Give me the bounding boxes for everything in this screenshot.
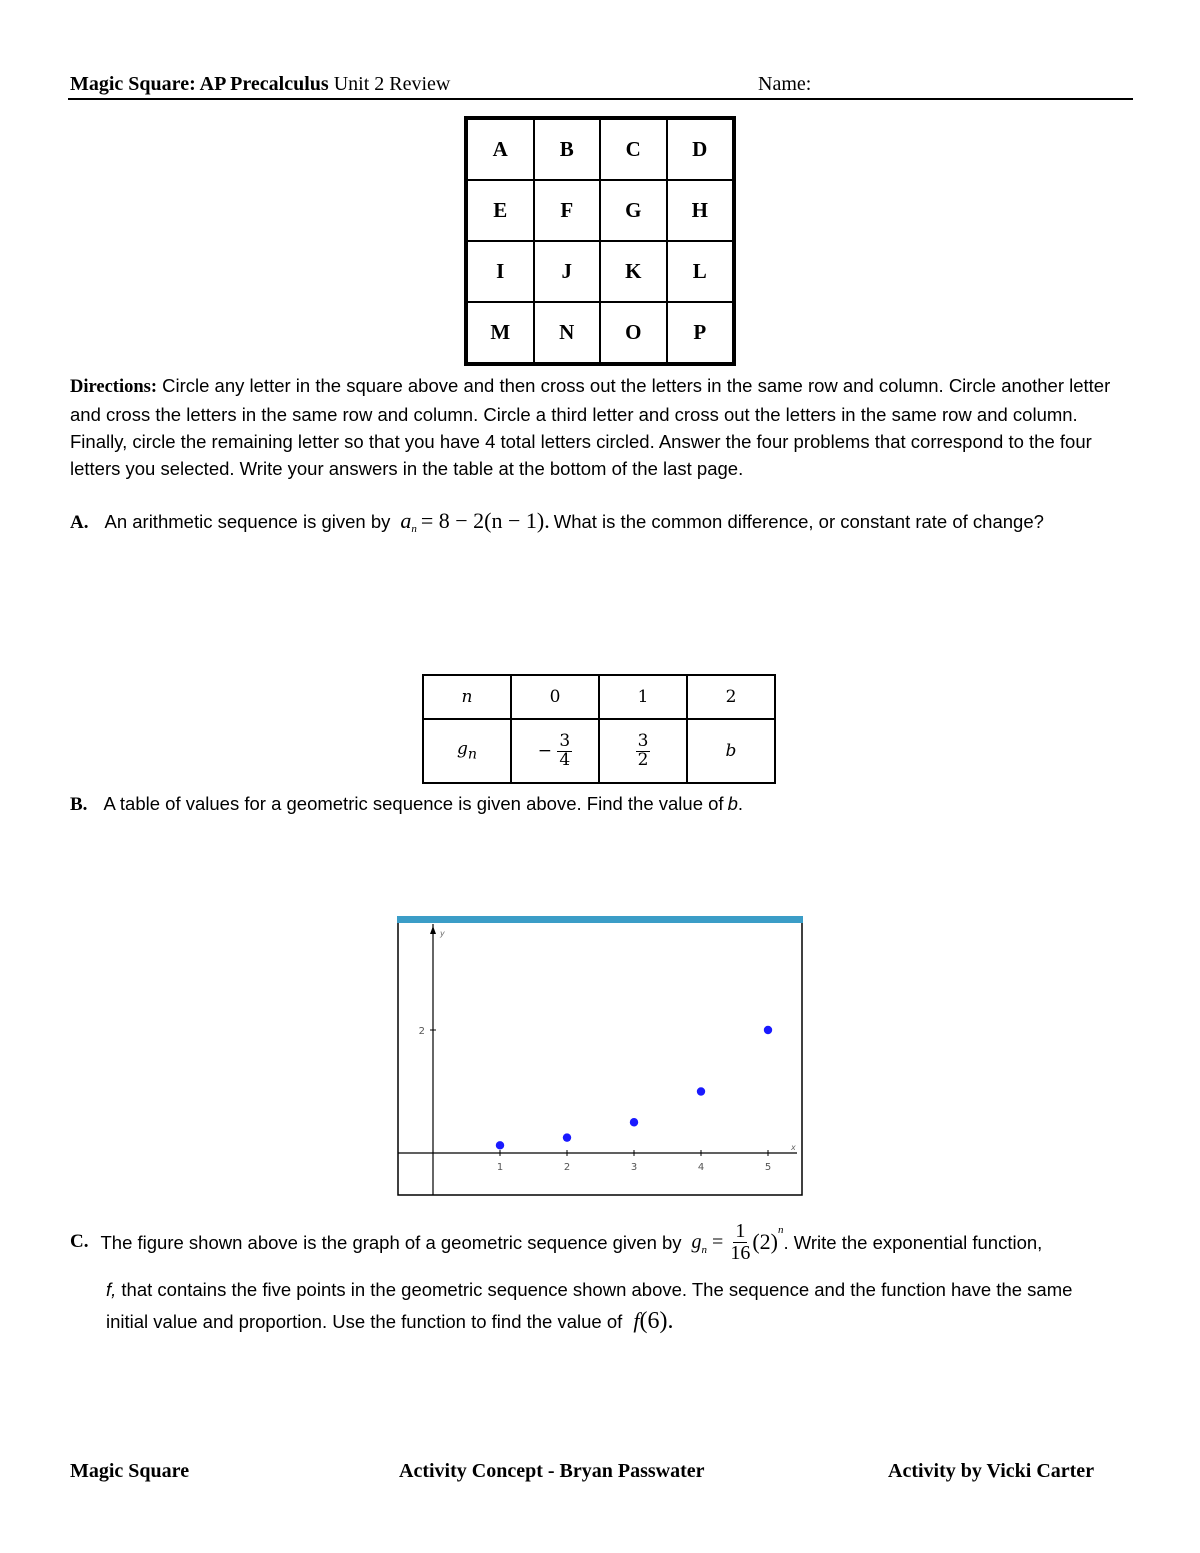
magic-square-cell[interactable]: N bbox=[534, 302, 601, 363]
problem-a-formula-rhs: = 8 − 2(n − 1). bbox=[420, 508, 550, 533]
x-tick-label: 1 bbox=[496, 1162, 504, 1173]
problem-b-var: b bbox=[727, 793, 738, 814]
problem-c-label: C. bbox=[70, 1231, 89, 1252]
problem-b-text: A table of values for a geometric sequence is given above. Find the value of bbox=[103, 793, 724, 814]
name-label: Name: bbox=[758, 73, 812, 95]
problem-b-end: . bbox=[737, 793, 744, 814]
table-cell: b bbox=[687, 719, 775, 783]
magic-square-cell[interactable]: K bbox=[600, 241, 667, 302]
values-table bbox=[422, 674, 776, 784]
page-title bbox=[70, 73, 450, 96]
table-cell: − $\frac{3}{4}$ bbox=[511, 719, 599, 783]
problem-c-line-2 bbox=[106, 1276, 1150, 1303]
directions bbox=[70, 372, 1140, 482]
sequence-graph bbox=[397, 916, 803, 1196]
problem-b bbox=[70, 790, 743, 817]
x-tick-label: 4 bbox=[697, 1162, 705, 1173]
magic-square-cell[interactable]: E bbox=[467, 180, 534, 241]
problem-c-line-1 bbox=[70, 1214, 1150, 1270]
x-tick-label: 3 bbox=[630, 1162, 638, 1173]
problem-a-formula-sub: n bbox=[411, 523, 417, 536]
table-cell: 0 bbox=[511, 675, 599, 719]
magic-square-cell[interactable]: A bbox=[467, 119, 534, 180]
problem-a-label: A. bbox=[70, 512, 89, 533]
problem-a-text-after: What is the common difference, or constant rate of change? bbox=[553, 511, 1044, 532]
magic-square-cell[interactable]: O bbox=[600, 302, 667, 363]
magic-square-cell[interactable]: J bbox=[534, 241, 601, 302]
data-point bbox=[496, 1141, 504, 1149]
directions-text: Circle any letter in the square above and then cross out the letters in the same row and column. Circle another letter and cross the letters in the same row and column. Circle a third letter and cross out the letters in the same row and column. Finally, circle the remaining letter so that you have 4 total letters circled. Answer the four problems that correspond to the four letters you selected. Write your answers in the table at the bottom of the last page. bbox=[70, 375, 1111, 479]
table-header-gn: $g_n$ bbox=[423, 719, 511, 783]
data-point bbox=[563, 1133, 571, 1141]
magic-square-cell[interactable]: D bbox=[667, 119, 734, 180]
problem-c-func: f bbox=[633, 1308, 640, 1333]
data-point bbox=[630, 1118, 638, 1126]
fraction: $\frac{3}{2}$ bbox=[637, 730, 649, 770]
footer-right: Activity by Vicki Carter bbox=[888, 1460, 1095, 1482]
magic-square-cell[interactable]: G bbox=[600, 180, 667, 241]
data-point bbox=[697, 1087, 705, 1095]
y-axis-label: y bbox=[440, 929, 445, 938]
problem-c-text1-end: . Write the exponential function, bbox=[783, 1231, 1043, 1253]
magic-square bbox=[464, 116, 736, 366]
problem-c-arg: (6). bbox=[639, 1308, 674, 1334]
problem-c-line-3 bbox=[106, 1307, 1150, 1335]
problem-c-var-f: f, bbox=[106, 1279, 117, 1300]
table-header-n: n bbox=[423, 675, 511, 719]
data-point bbox=[764, 1026, 772, 1034]
header-rule bbox=[68, 98, 1133, 100]
problem-c-text2: that contains the five points in the geometric sequence shown above. The sequence and the function have the same bbox=[121, 1279, 1073, 1300]
problem-a-text: An arithmetic sequence is given by bbox=[104, 511, 391, 532]
problem-c-formula-lhs: g bbox=[691, 1230, 702, 1253]
table-cell bbox=[599, 719, 687, 783]
table-cell: 1 bbox=[599, 675, 687, 719]
x-tick-label: 2 bbox=[563, 1162, 571, 1173]
table-cell: 2 bbox=[687, 675, 775, 719]
x-tick-label: 5 bbox=[764, 1162, 772, 1173]
y-tick-label: 2 bbox=[418, 1026, 425, 1037]
graph-header-bar bbox=[397, 916, 803, 923]
problem-c-formula-sub: n bbox=[701, 1244, 708, 1256]
problem-c bbox=[70, 1214, 1150, 1335]
problem-c-text1: The figure shown above is the graph of a geometric sequence given by bbox=[100, 1231, 682, 1253]
footer-center: Activity Concept - Bryan Passwater bbox=[399, 1460, 705, 1482]
x-axis-label: x bbox=[791, 1143, 796, 1152]
problem-c-base: (2) bbox=[752, 1229, 778, 1254]
magic-square-cell[interactable]: C bbox=[600, 119, 667, 180]
problem-a bbox=[70, 508, 1044, 535]
magic-square-cell[interactable]: B bbox=[534, 119, 601, 180]
problem-c-fraction: $\frac{1}{16}$ bbox=[730, 1219, 751, 1264]
magic-square-cell[interactable]: P bbox=[667, 302, 734, 363]
magic-square-cell[interactable]: I bbox=[467, 241, 534, 302]
problem-c-text3: initial value and proportion. Use the function to find the value of bbox=[106, 1311, 623, 1332]
table-row bbox=[423, 675, 775, 719]
table-row bbox=[423, 719, 775, 783]
directions-label: Directions: bbox=[70, 377, 157, 397]
magic-square-cell[interactable]: H bbox=[667, 180, 734, 241]
page-title-bold: Magic Square: AP Precalculus bbox=[70, 73, 329, 95]
magic-square-cell[interactable]: F bbox=[534, 180, 601, 241]
footer-left: Magic Square bbox=[70, 1460, 190, 1482]
magic-square-cell[interactable]: L bbox=[667, 241, 734, 302]
magic-square-cell[interactable]: M bbox=[467, 302, 534, 363]
problem-b-label: B. bbox=[70, 794, 88, 815]
fraction: $\frac{3}{4}$ bbox=[559, 730, 571, 770]
problem-c-formula-eq: = bbox=[712, 1230, 724, 1253]
problem-c-exp: n bbox=[777, 1224, 784, 1236]
page-title-rest: Unit 2 Review bbox=[333, 73, 451, 95]
problem-a-formula-lhs: a bbox=[400, 508, 412, 533]
